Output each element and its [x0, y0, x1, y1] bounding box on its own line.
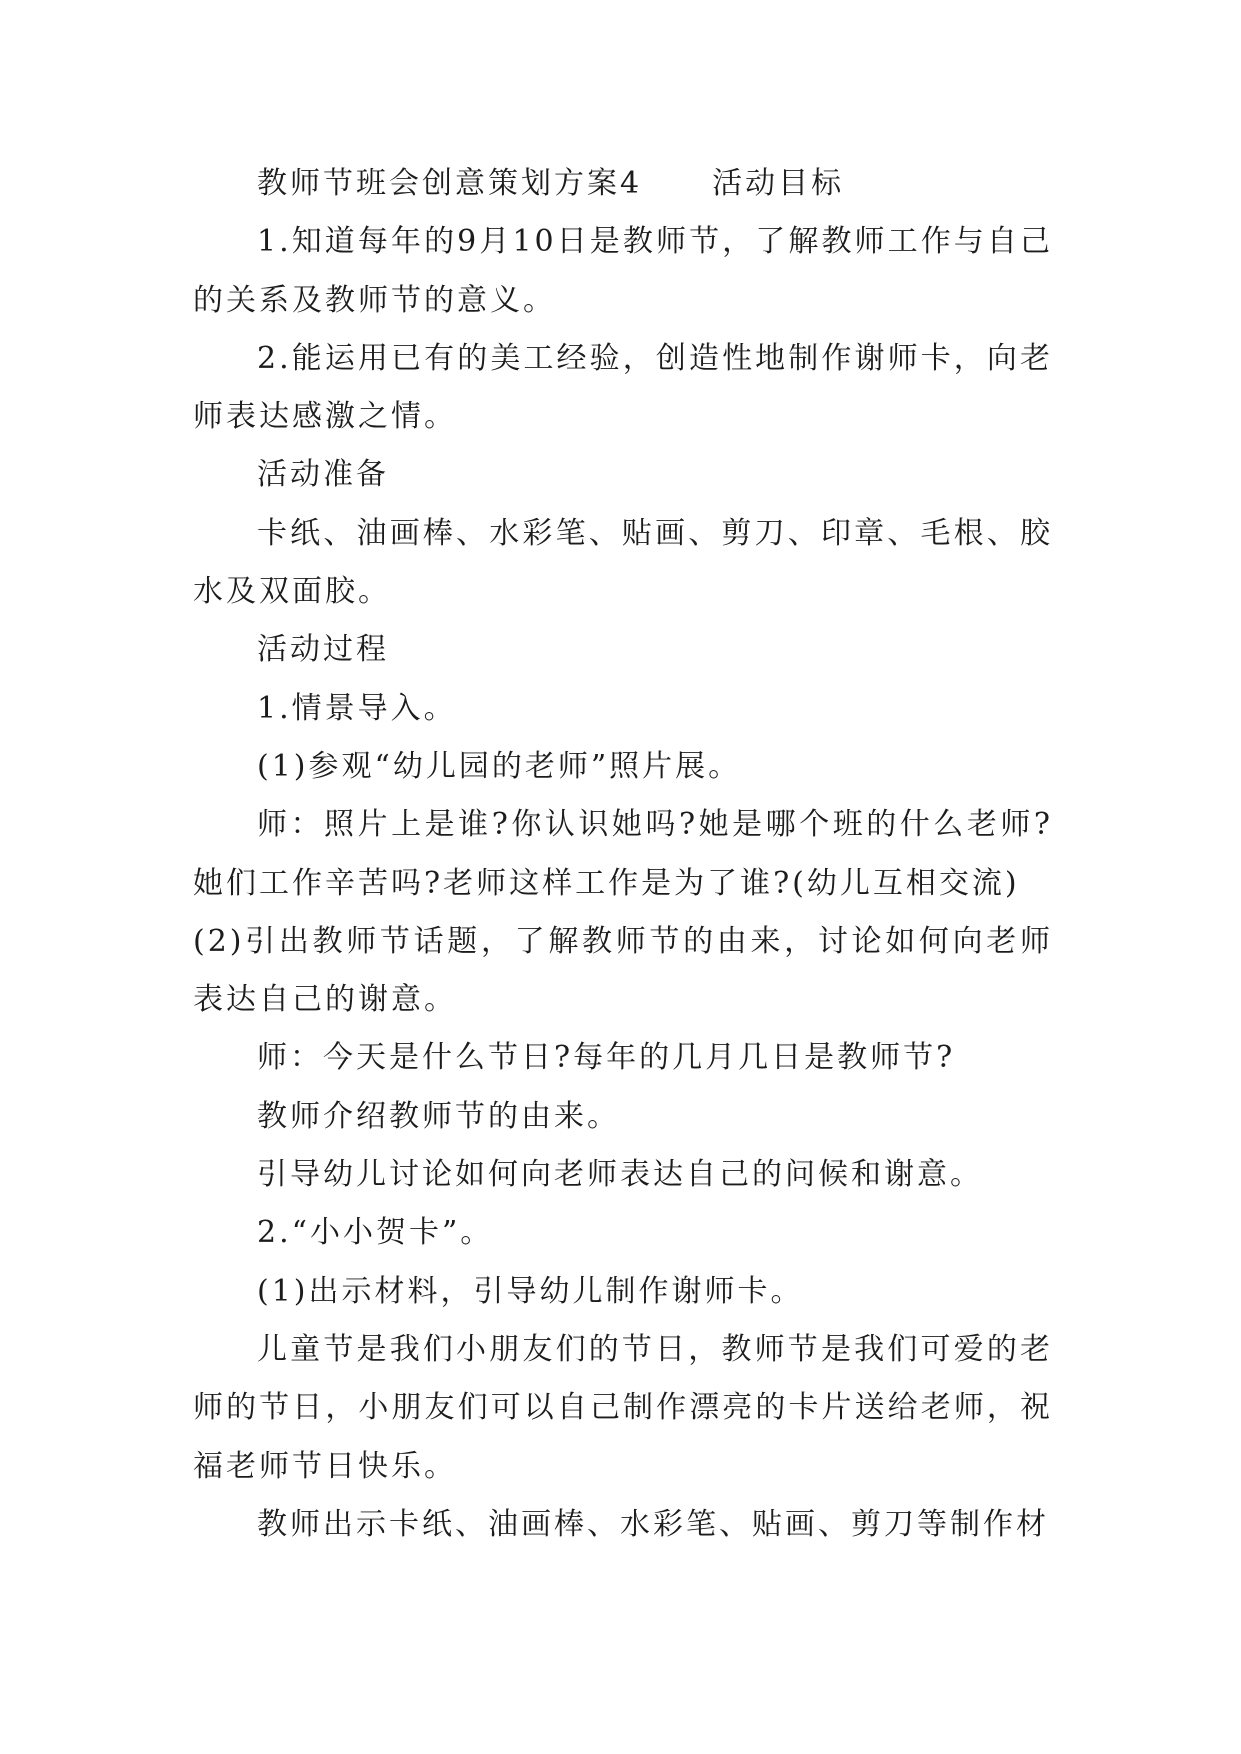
paragraph: 教师出示卡纸、油画棒、水彩笔、贴画、剪刀等制作材	[257, 1506, 1049, 1542]
paragraph: 引导幼儿讨论如何向老师表达自己的问候和谢意。	[257, 1157, 983, 1193]
paragraph: 1.情景导入。	[257, 690, 457, 726]
document-page	[193, 155, 1053, 1554]
document-title-line	[193, 155, 1053, 213]
paragraph: 1.知道每年的9月10日是教师节，了解教师工作与自己的关系及教师节的意义。	[193, 224, 1053, 318]
paragraph: 师：今天是什么节日?每年的几月几日是教师节?	[257, 1040, 956, 1076]
paragraph: 2.能运用已有的美工经验，创造性地制作谢师卡，向老师表达感激之情。	[193, 340, 1053, 435]
paragraph: (1)出示材料，引导幼儿制作谢师卡。	[257, 1273, 804, 1309]
paragraph: 活动过程	[257, 632, 389, 668]
paragraph: 卡纸、油画棒、水彩笔、贴画、剪刀、印章、毛根、胶水及双面胶。	[193, 515, 1053, 610]
paragraph: (2)引出教师节话题，了解教师节的由来，讨论如何向老师表达自己的谢意。	[193, 923, 1053, 1018]
paragraph: (1)参观“幼儿园的老师”照片展。	[257, 748, 742, 784]
paragraph: 教师介绍教师节的由来。	[257, 1098, 620, 1134]
paragraph: 2.“小小贺卡”。	[257, 1215, 494, 1251]
document-title: 教师节班会创意策划方案4	[257, 166, 643, 201]
section-heading-goals: 活动目标	[712, 166, 845, 201]
document-body	[193, 213, 1053, 1554]
paragraph: 活动准备	[257, 457, 389, 493]
paragraph: 儿童节是我们小朋友们的节日，教师节是我们可爱的老师的节日，小朋友们可以自己制作漂亮的卡片送给老师，祝福老师节日快乐。	[193, 1331, 1053, 1484]
paragraph: 师：照片上是谁?你认识她吗?她是哪个班的什么老师?她们工作辛苦吗?老师这样工作是为了谁?(幼儿互相交流)	[193, 807, 1053, 901]
